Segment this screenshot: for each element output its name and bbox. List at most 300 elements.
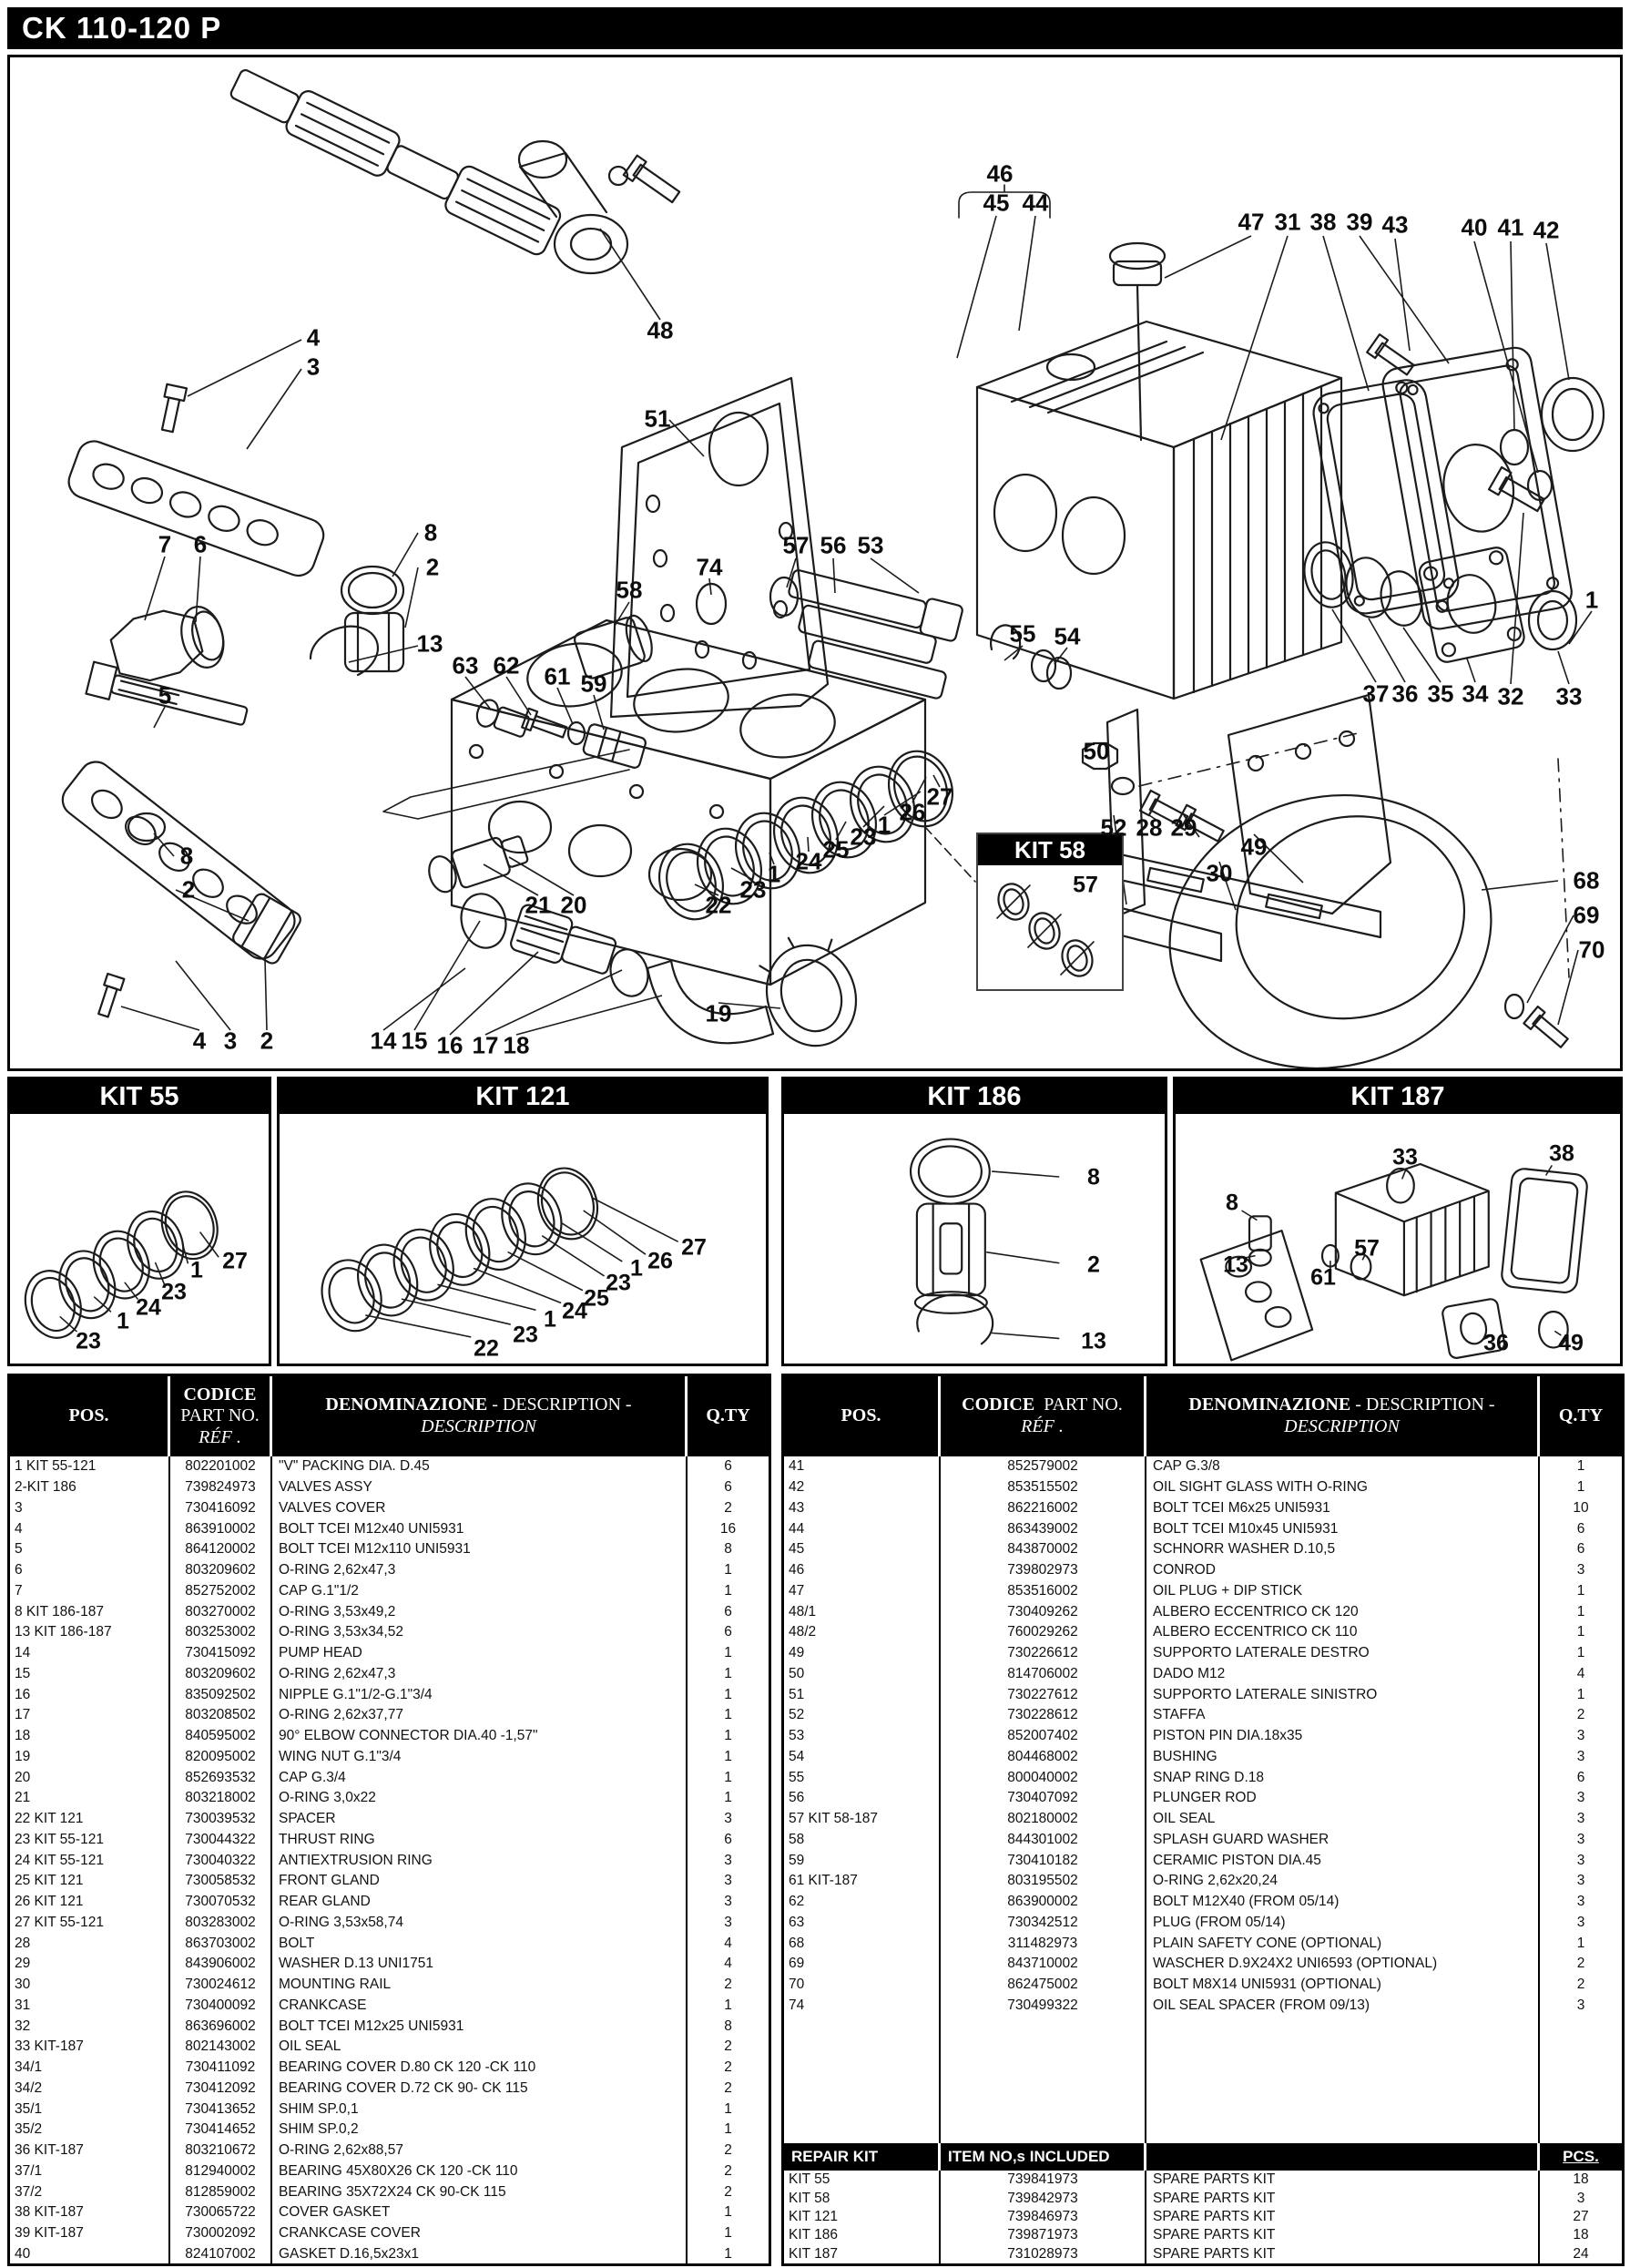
callout-19: 19 xyxy=(705,999,732,1027)
table-cell: 853516002 xyxy=(941,1581,1146,1602)
table-cell: 6 xyxy=(1576,1769,1585,1785)
table-cell: MOUNTING RAIL xyxy=(272,1975,688,1996)
table-cell: 739871973 xyxy=(941,2226,1146,2244)
table-cell: 3 xyxy=(724,1894,732,1910)
table-cell: 3 xyxy=(724,1873,732,1889)
table-cell: 14 xyxy=(10,1643,170,1664)
item-nos-label: ITEM NO,s INCLUDED xyxy=(941,2143,1146,2171)
callout-58: 58 xyxy=(616,576,643,604)
bolt4-art xyxy=(158,384,187,433)
kit58-rings-art xyxy=(978,865,1122,987)
callout-1: 1 xyxy=(190,1257,203,1283)
callout-16: 16 xyxy=(436,1031,464,1059)
repair-kit-label: REPAIR KIT xyxy=(784,2143,941,2171)
table-row xyxy=(784,1850,1622,1871)
table-cell: WASHER D.13 UNI1751 xyxy=(272,1954,688,1975)
table-cell: 1 xyxy=(724,1769,732,1785)
table-cell: 852007402 xyxy=(941,1726,1146,1747)
callout-29: 29 xyxy=(1170,813,1197,842)
table-row xyxy=(784,1601,1622,1622)
table-cell: 730342512 xyxy=(941,1913,1146,1934)
table-cell: 2 xyxy=(1576,1977,1585,1993)
kit55-box xyxy=(7,1077,271,1366)
table-cell: 824107002 xyxy=(170,2244,272,2265)
kit186-box xyxy=(781,1077,1167,1366)
callout-59: 59 xyxy=(580,669,607,698)
table-row xyxy=(10,1954,769,1975)
table-cell: "V" PACKING DIA. D.45 xyxy=(272,1456,688,1477)
table-cell: 52 xyxy=(784,1705,941,1726)
table-row xyxy=(10,1788,769,1809)
table-row xyxy=(10,1747,769,1768)
callout-13: 13 xyxy=(1223,1251,1248,1278)
callout-22: 22 xyxy=(474,1335,499,1362)
table-cell: BOLT TCEI M12x110 UNI5931 xyxy=(272,1539,688,1560)
parts-table-right-body xyxy=(784,1456,1622,2016)
gasket38-art xyxy=(1310,377,1462,617)
table-cell: 8 xyxy=(724,1541,732,1558)
table-cell: 2 xyxy=(724,1499,732,1516)
table-cell: 730412092 xyxy=(170,2079,272,2099)
table-cell: OIL SIGHT GLASS WITH O-RING xyxy=(1146,1477,1540,1498)
table-cell: OIL PLUG + DIP STICK xyxy=(1146,1581,1540,1602)
table-row xyxy=(10,2202,769,2223)
valve2-art xyxy=(341,567,403,671)
table-row xyxy=(784,1954,1622,1975)
table-row xyxy=(10,2161,769,2182)
plug2120-art xyxy=(424,831,530,897)
table-cell: O-RING 2,62x47,3 xyxy=(272,1664,688,1685)
table-cell: 56 xyxy=(784,1788,941,1809)
table-row xyxy=(10,1456,769,1477)
washer69-art xyxy=(1505,995,1523,1018)
callout-26: 26 xyxy=(899,798,926,826)
driveshaft-art xyxy=(226,57,564,257)
table-cell: PLAIN SAFETY CONE (OPTIONAL) xyxy=(1146,1933,1540,1954)
table-cell: 61 KIT-187 xyxy=(784,1871,941,1892)
col-denominazione-header: DENOMINAZIONE - DESCRIPTION - DESCRIPTION xyxy=(1146,1376,1540,1456)
table-cell: O-RING 3,0x22 xyxy=(272,1788,688,1809)
table-cell: 8 KIT 186-187 xyxy=(10,1601,170,1622)
table-cell: 59 xyxy=(784,1850,941,1871)
table-cell: PLUG (FROM 05/14) xyxy=(1146,1913,1540,1934)
table-row xyxy=(784,1518,1622,1539)
table-cell: 812859002 xyxy=(170,2181,272,2202)
table-cell: BOLT TCEI M12x25 UNI5931 xyxy=(272,2016,688,2037)
kit187-box xyxy=(1173,1077,1623,1366)
table-cell: 24 xyxy=(1573,2245,1589,2262)
table-cell: 4 xyxy=(724,1935,732,1951)
callout-23: 23 xyxy=(513,1322,538,1348)
table-cell: 3 xyxy=(724,1852,732,1868)
table-cell: 803209602 xyxy=(170,1664,272,1685)
table-cell: 760029262 xyxy=(941,1622,1146,1643)
callout-42: 42 xyxy=(1533,216,1560,244)
table-cell: KIT 121 xyxy=(784,2208,941,2226)
table-row xyxy=(10,1726,769,1747)
callout-49: 49 xyxy=(1240,833,1268,861)
callout-62: 62 xyxy=(493,651,520,679)
callout-70: 70 xyxy=(1578,935,1605,964)
kit55-body xyxy=(10,1114,269,1364)
table-cell: 32 xyxy=(10,2016,170,2037)
table-cell: 13 KIT 186-187 xyxy=(10,1622,170,1643)
callout-22: 22 xyxy=(705,891,732,919)
callout-27: 27 xyxy=(926,782,953,811)
kit55-title: KIT 55 xyxy=(10,1079,269,1114)
kit121-body xyxy=(280,1114,766,1364)
table-cell: 730040322 xyxy=(170,1850,272,1871)
callout-54: 54 xyxy=(1054,622,1081,650)
table-cell: O-RING 2,62x37,77 xyxy=(272,1705,688,1726)
table-row xyxy=(10,1767,769,1788)
callout-1: 1 xyxy=(630,1255,643,1282)
table-cell: 835092502 xyxy=(170,1684,272,1705)
plunger-art xyxy=(772,565,963,700)
col-codice-header: CODICE PART NO. RÉF . xyxy=(170,1376,272,1456)
table-cell: BEARING COVER D.72 CK 90- CK 115 xyxy=(272,2079,688,2099)
table-cell: 1 xyxy=(724,1562,732,1578)
parts-table-right xyxy=(781,1374,1625,2266)
table-cell: 852693532 xyxy=(170,1767,272,1788)
table-cell: 1 xyxy=(1576,1686,1585,1702)
table-row xyxy=(784,2245,1622,2263)
callout-21: 21 xyxy=(525,891,552,919)
kit187-body xyxy=(1176,1114,1620,1364)
table-cell: SCHNORR WASHER D.10,5 xyxy=(1146,1539,1540,1560)
callout-13: 13 xyxy=(1081,1328,1106,1354)
table-cell: 26 KIT 121 xyxy=(10,1892,170,1913)
table-cell: 862216002 xyxy=(941,1498,1146,1519)
table-cell: 853515502 xyxy=(941,1477,1146,1498)
table-row xyxy=(784,1643,1622,1664)
kit187-title: KIT 187 xyxy=(1176,1079,1620,1114)
callout-37: 37 xyxy=(1362,679,1390,708)
table-cell: 1 xyxy=(1576,1479,1585,1496)
table-row xyxy=(10,1498,769,1519)
table-cell: 34/2 xyxy=(10,2079,170,2099)
table-cell: 2-KIT 186 xyxy=(10,1477,170,1498)
table-cell: 852752002 xyxy=(170,1581,272,1602)
table-cell: NIPPLE G.1"1/2-G.1"3/4 xyxy=(272,1684,688,1705)
callout-8: 8 xyxy=(179,842,194,870)
pump-head-art xyxy=(452,620,925,985)
table-cell: 63 xyxy=(784,1913,941,1934)
table-cell: 17 xyxy=(10,1705,170,1726)
table-cell: 47 xyxy=(784,1581,941,1602)
callout-48: 48 xyxy=(647,316,674,344)
callout-61: 61 xyxy=(1310,1264,1336,1291)
table-row xyxy=(10,1601,769,1622)
table-cell: FRONT GLAND xyxy=(272,1871,688,1892)
table-cell: 739842973 xyxy=(941,2189,1146,2207)
callout-32: 32 xyxy=(1497,682,1524,710)
callout-36: 36 xyxy=(1391,679,1419,708)
pcs-label: PCS. xyxy=(1563,2148,1599,2166)
table-cell: 730400092 xyxy=(170,1996,272,2017)
callout-1: 1 xyxy=(117,1308,129,1334)
callout-1: 1 xyxy=(877,811,891,839)
table-row xyxy=(784,1809,1622,1830)
callout-30: 30 xyxy=(1206,859,1233,887)
table-row xyxy=(10,2079,769,2099)
table-cell: 730058532 xyxy=(170,1871,272,1892)
table-row xyxy=(784,1560,1622,1581)
table-cell: O-RING 3,53x49,2 xyxy=(272,1601,688,1622)
callout-44: 44 xyxy=(1022,189,1049,217)
table-cell: 3 xyxy=(1576,1748,1585,1764)
callout-35: 35 xyxy=(1427,679,1454,708)
table-cell: 37/2 xyxy=(10,2181,170,2202)
table-cell: 3 xyxy=(1576,1831,1585,1847)
table-row xyxy=(784,1788,1622,1809)
repair-kit-body xyxy=(784,2171,1622,2263)
table-row xyxy=(10,1913,769,1934)
table-cell: 3 xyxy=(10,1498,170,1519)
parts-table-right-header xyxy=(784,1376,1622,1456)
table-cell: 44 xyxy=(784,1518,941,1539)
table-row xyxy=(10,2120,769,2140)
table-row xyxy=(784,1767,1622,1788)
table-cell: BOLT M12X40 (FROM 05/14) xyxy=(1146,1892,1540,1913)
callout-23: 23 xyxy=(606,1270,631,1296)
table-cell: 24 KIT 55-121 xyxy=(10,1850,170,1871)
table-cell: CAP G.1"1/2 xyxy=(272,1581,688,1602)
callout-26: 26 xyxy=(647,1248,673,1274)
table-cell: VALVES ASSY xyxy=(272,1477,688,1498)
table-cell: PLUNGER ROD xyxy=(1146,1788,1540,1809)
table-cell: KIT 58 xyxy=(784,2189,941,2207)
table-cell: 1 xyxy=(724,2100,732,2117)
table-cell: BEARING 35X72X24 CK 90-CK 115 xyxy=(272,2181,688,2202)
table-cell: 41 xyxy=(784,1456,941,1477)
callout-25: 25 xyxy=(822,835,850,863)
table-cell: 35/2 xyxy=(10,2120,170,2140)
table-cell: 730414652 xyxy=(170,2120,272,2140)
table-cell: O-RING 3,53x34,52 xyxy=(272,1622,688,1643)
callout-56: 56 xyxy=(820,531,847,559)
table-row xyxy=(784,1498,1622,1519)
table-cell: 2 xyxy=(1576,1707,1585,1723)
table-cell: 739846973 xyxy=(941,2208,1146,2226)
table-cell: 21 xyxy=(10,1788,170,1809)
table-cell: 1 KIT 55-121 xyxy=(10,1456,170,1477)
table-cell: 31 xyxy=(10,1996,170,2017)
table-cell: 803253002 xyxy=(170,1622,272,1643)
table-row xyxy=(10,1705,769,1726)
callout-8: 8 xyxy=(1226,1190,1238,1216)
table-cell: ALBERO ECCENTRICO CK 120 xyxy=(1146,1601,1540,1622)
callout-33: 33 xyxy=(1555,682,1583,710)
table-cell: 28 xyxy=(10,1933,170,1954)
callout-2: 2 xyxy=(1087,1251,1100,1278)
callout-2: 2 xyxy=(260,1027,274,1055)
callout-63: 63 xyxy=(452,651,479,679)
table-cell: 90° ELBOW CONNECTOR DIA.40 -1,57" xyxy=(272,1726,688,1747)
table-cell: 1 xyxy=(724,1686,732,1702)
table-row xyxy=(10,2016,769,2037)
table-cell: 15 xyxy=(10,1664,170,1685)
table-cell: REAR GLAND xyxy=(272,1892,688,1913)
col-qty-header: Q.TY xyxy=(706,1405,750,1426)
callout-8: 8 xyxy=(1087,1164,1100,1190)
table-cell: 6 xyxy=(1576,1541,1585,1558)
callout-47: 47 xyxy=(1238,208,1265,236)
table-cell: 55 xyxy=(784,1767,941,1788)
table-cell: 803270002 xyxy=(170,1601,272,1622)
table-cell: 4 xyxy=(10,1518,170,1539)
dipstick-art xyxy=(1110,243,1165,440)
table-cell: 1 xyxy=(724,2245,732,2262)
bell-housing-art xyxy=(1140,761,1520,1068)
table-cell: 57 KIT 58-187 xyxy=(784,1809,941,1830)
table-cell: 1 xyxy=(724,2121,732,2138)
table-cell: 1 xyxy=(724,2204,732,2221)
table-cell: 1 xyxy=(1576,1645,1585,1661)
table-row xyxy=(10,2058,769,2079)
table-row xyxy=(10,2244,769,2265)
table-cell: 48/2 xyxy=(784,1622,941,1643)
wingnut19-art xyxy=(749,923,871,1058)
table-cell: 800040002 xyxy=(941,1767,1146,1788)
table-cell: 2 xyxy=(724,2079,732,2096)
callout-53: 53 xyxy=(857,531,884,559)
table-cell: 2 xyxy=(724,1977,732,1993)
table-gap xyxy=(784,2016,1622,2143)
table-row xyxy=(10,1975,769,1996)
table-cell: 730228612 xyxy=(941,1705,1146,1726)
table-cell: 730065722 xyxy=(170,2202,272,2223)
callout-8: 8 xyxy=(423,518,438,547)
table-cell: 730070532 xyxy=(170,1892,272,1913)
callout-1: 1 xyxy=(544,1306,556,1333)
callout-41: 41 xyxy=(1497,213,1524,241)
kit58-inset xyxy=(976,833,1124,991)
callout-24: 24 xyxy=(795,847,822,875)
bolt4b-art xyxy=(95,974,124,1018)
table-cell: 54 xyxy=(784,1747,941,1768)
table-cell: GASKET D.16,5x23x1 xyxy=(272,2244,688,2265)
table-cell: CAP G.3/8 xyxy=(1146,1456,1540,1477)
table-cell: 803195502 xyxy=(941,1871,1146,1892)
table-cell: DADO M12 xyxy=(1146,1664,1540,1685)
parts-table-left-header xyxy=(10,1376,769,1456)
kit186-body xyxy=(784,1114,1165,1364)
table-cell: 6 xyxy=(10,1560,170,1581)
table-cell: 739824973 xyxy=(170,1477,272,1498)
table-cell: 739841973 xyxy=(941,2171,1146,2189)
callout-31: 31 xyxy=(1274,208,1301,236)
table-cell: 36 KIT-187 xyxy=(10,2140,170,2161)
table-cell: SPARE PARTS KIT xyxy=(1146,2171,1540,2189)
table-cell: O-RING 2,62x47,3 xyxy=(272,1560,688,1581)
table-row xyxy=(10,1622,769,1643)
table-cell: 3 xyxy=(1576,1790,1585,1806)
table-cell: ALBERO ECCENTRICO CK 110 xyxy=(1146,1622,1540,1643)
table-cell: 6 xyxy=(724,1831,732,1847)
callout-57: 57 xyxy=(782,531,810,559)
cap42-art xyxy=(1542,378,1604,451)
table-cell: BOLT TCEI M10x45 UNI5931 xyxy=(1146,1518,1540,1539)
table-cell: 25 KIT 121 xyxy=(10,1871,170,1892)
table-cell: 863696002 xyxy=(170,2016,272,2037)
table-row xyxy=(784,2226,1622,2244)
table-cell: 3 xyxy=(1576,1997,1585,2013)
table-cell: 812940002 xyxy=(170,2161,272,2182)
table-row xyxy=(784,1664,1622,1685)
table-cell: 804468002 xyxy=(941,1747,1146,1768)
table-cell: 730227612 xyxy=(941,1684,1146,1705)
table-cell: OIL SEAL xyxy=(272,2037,688,2058)
table-row xyxy=(10,1518,769,1539)
table-cell: 4 xyxy=(724,1956,732,1972)
table-cell: 730415092 xyxy=(170,1643,272,1664)
table-cell: ANTIEXTRUSION RING xyxy=(272,1850,688,1871)
table-cell: 802180002 xyxy=(941,1809,1146,1830)
table-cell: 843870002 xyxy=(941,1539,1146,1560)
exploded-diagram xyxy=(7,55,1623,1071)
table-cell: 2 xyxy=(1576,1956,1585,1972)
table-cell: 3 xyxy=(724,1914,732,1930)
callout-57: 57 xyxy=(1073,872,1098,898)
table-row xyxy=(784,1581,1622,1602)
table-cell: 68 xyxy=(784,1933,941,1954)
table-cell: PUMP HEAD xyxy=(272,1643,688,1664)
callout-17: 17 xyxy=(472,1031,499,1059)
callout-49: 49 xyxy=(1558,1330,1584,1356)
callout-2: 2 xyxy=(181,875,196,904)
table-cell: 27 xyxy=(1573,2209,1589,2225)
table-cell: 2 xyxy=(724,2059,732,2076)
table-cell: 6 xyxy=(724,1603,732,1619)
callout-20: 20 xyxy=(560,891,587,919)
table-row xyxy=(784,1913,1622,1934)
table-row xyxy=(10,1643,769,1664)
oring15-art xyxy=(455,889,512,953)
table-cell: 16 xyxy=(10,1684,170,1705)
callout-46: 46 xyxy=(986,159,1014,188)
table-cell: 3 xyxy=(724,1811,732,1827)
table-row xyxy=(784,1892,1622,1913)
table-cell: 843710002 xyxy=(941,1954,1146,1975)
table-row xyxy=(10,2037,769,2058)
table-row xyxy=(10,2223,769,2244)
table-cell: 803208502 xyxy=(170,1705,272,1726)
plug63-art xyxy=(474,697,531,740)
table-cell: 863703002 xyxy=(170,1933,272,1954)
table-cell: 730024612 xyxy=(170,1975,272,1996)
callout-40: 40 xyxy=(1461,213,1488,241)
callout-7: 7 xyxy=(158,530,172,558)
page-title: CK 110-120 P xyxy=(7,7,1623,49)
table-cell: 730039532 xyxy=(170,1809,272,1830)
callout-24: 24 xyxy=(136,1294,161,1321)
bolt70-art xyxy=(1523,1006,1571,1051)
bushing54-art xyxy=(1032,650,1071,689)
table-row xyxy=(784,1456,1622,1477)
table-cell: 311482973 xyxy=(941,1933,1146,1954)
table-cell: 7 xyxy=(10,1581,170,1602)
table-row xyxy=(784,1539,1622,1560)
table-cell: BEARING COVER D.80 CK 120 -CK 110 xyxy=(272,2058,688,2079)
table-cell: 730410182 xyxy=(941,1850,1146,1871)
table-row xyxy=(10,1809,769,1830)
callout-23: 23 xyxy=(161,1279,187,1305)
table-cell: KIT 187 xyxy=(784,2245,941,2263)
table-cell: 730409262 xyxy=(941,1601,1146,1622)
table-cell: 70 xyxy=(784,1975,941,1996)
table-cell: BOLT TCEI M6x25 UNI5931 xyxy=(1146,1498,1540,1519)
